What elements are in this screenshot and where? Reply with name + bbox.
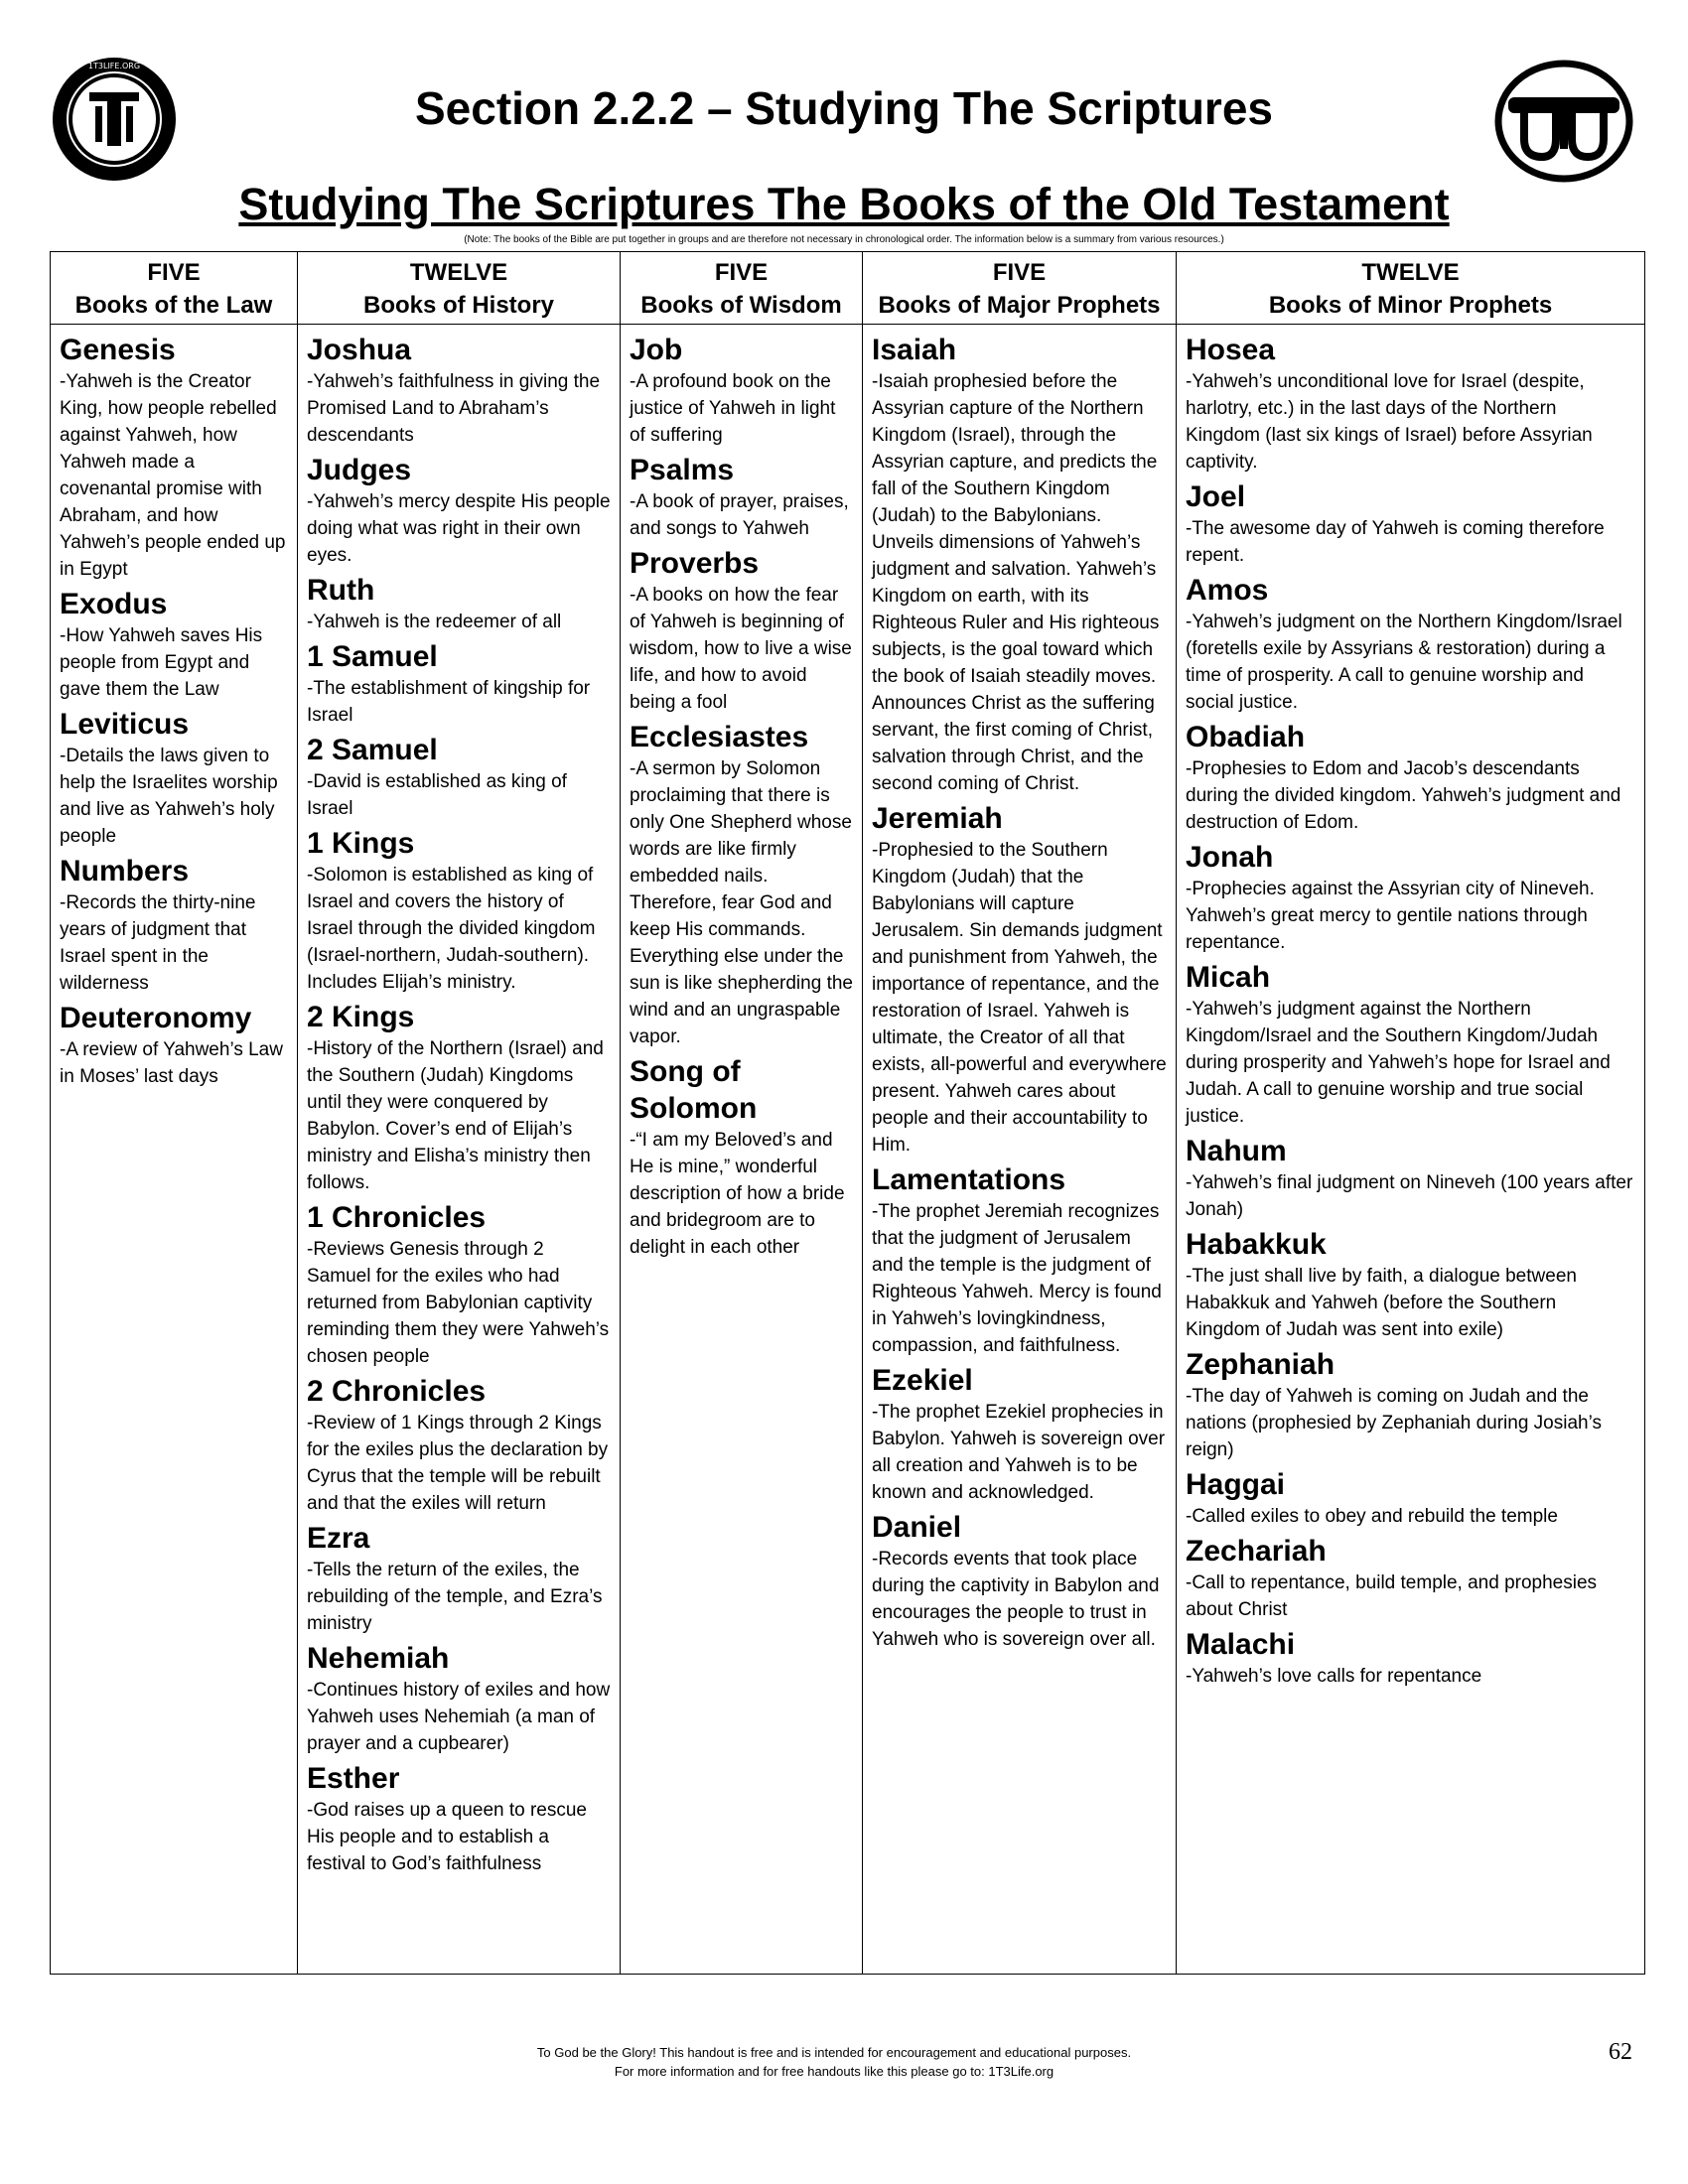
book-description: -Prophecies against the Assyrian city of Nineveh. Yahweh’s great mercy to gentile nations through repentance.	[1186, 879, 1595, 953]
book-name: Zephaniah	[1186, 1348, 1336, 1381]
book-description: -A profound book on the justice of Yahweh in light of suffering	[630, 371, 836, 446]
book-description: -“I am my Beloved’s and He is mine,” wonderful description of how a bride and bridegroom are to delight in each other	[630, 1130, 845, 1258]
book-name: 2 Kings	[307, 1001, 415, 1033]
book-description: -Yahweh’s unconditional love for Israel (despite, harlotry, etc.) in the last days of the Northern Kingdom (last six kings of Israel) before Assyrian captivity.	[1186, 371, 1593, 473]
book-description: -Yahweh’s final judgment on Nineveh (100 years after Jonah)	[1186, 1172, 1633, 1220]
book-description: -Solomon is established as king of Israel and covers the history of Israel through the divided kingdom (Israel-northern, Judah-southern). Includes Elijah’s ministry.	[307, 865, 596, 993]
column-label: Books of the Law	[74, 292, 273, 319]
book-description: -History of the Northern (Israel) and the Southern (Judah) Kingdoms until they were conquered by Babylon. Cover’s end of Elijah’s ministry and Elisha’s ministry then follows.	[307, 1038, 604, 1193]
book-column	[863, 325, 1177, 1975]
column-header	[1177, 252, 1645, 325]
book-description: -Tells the return of the exiles, the rebuilding of the temple, and Ezra’s ministry	[307, 1560, 603, 1634]
book-description: -The day of Yahweh is coming on Judah and the nations (prophesied by Zephaniah during Josiah’s reign)	[1186, 1386, 1602, 1460]
book-description: -Yahweh’s faithfulness in giving the Promised Land to Abraham’s descendants	[307, 371, 601, 446]
column-label: Books of History	[362, 292, 555, 319]
note-text: (Note: The books of the Bible are put together in groups and are therefore not necessary in chronological order. The information below is a summary from various resources.)	[464, 234, 1224, 245]
book-name: Song of Solomon	[630, 1055, 758, 1125]
book-name: Ezra	[307, 1522, 370, 1555]
book-column	[51, 325, 298, 1975]
column-count: TWELVE	[409, 259, 508, 286]
book-description: -Review of 1 Kings through 2 Kings for the exiles plus the declaration by Cyrus that the temple will be rebuilt and that the exiles will return	[307, 1413, 609, 1514]
book-name: Ezekiel	[872, 1364, 973, 1397]
book-name: Psalms	[630, 454, 735, 486]
book-name: Nehemiah	[307, 1642, 450, 1675]
book-name: Lamentations	[872, 1163, 1066, 1196]
section-title: Section 2.2.2 – Studying The Scriptures	[414, 82, 1273, 134]
book-description: -God raises up a queen to rescue His people and to establish a festival to God’s faithfulness	[307, 1800, 588, 1874]
book-description: -Call to repentance, build temple, and prophesies about Christ	[1186, 1572, 1598, 1620]
book-description: -The prophet Jeremiah recognizes that the judgment of Jerusalem and the temple is the judgment of Righteous Yahweh. Mercy is found in Yahweh’s lovingkindness, compassion, and faithfulness.	[872, 1201, 1162, 1356]
book-name: Numbers	[60, 855, 190, 887]
column-label: Books of Wisdom	[640, 292, 842, 319]
book-name: Leviticus	[60, 708, 190, 741]
book-description: -Prophesied to the Southern Kingdom (Judah) that the Babylonians will capture Jerusalem. Sin demands judgment and punishment from Yahweh, the importance of repentance, and the restoration of Israel. Yahweh is ultimate, the Creator of all that exists, all-powerful and everywhere present. Yahweh cares about people and their accountability to Him.	[872, 840, 1167, 1156]
book-description: -The awesome day of Yahweh is coming therefore repent.	[1186, 518, 1605, 566]
book-name: Deuteronomy	[60, 1002, 252, 1034]
table-body-row	[51, 325, 1645, 1975]
book-name: Exodus	[60, 588, 168, 620]
book-description: -Yahweh is the Creator King, how people rebelled against Yahweh, how Yahweh made a covenantal promise with Abraham, and how Yahweh’s people ended up in Egypt	[60, 371, 286, 580]
book-description: -A books on how the fear of Yahweh is beginning of wisdom, how to live a wise life, and how to avoid being a fool	[630, 585, 852, 713]
column-count: FIVE	[147, 259, 201, 286]
book-description: -Records the thirty-nine years of judgment that Israel spent in the wilderness	[60, 892, 256, 994]
book-description: -The prophet Ezekiel prophecies in Babylon. Yahweh is sovereign over all creation and Yahweh is to be known and acknowledged.	[872, 1402, 1166, 1503]
book-description: -Isaiah prophesied before the Assyrian capture of the Northern Kingdom (Israel), through the Assyrian capture, and predicts the fall of the Southern Kingdom (Judah) to the Babylonians. Unveils dimensions of Yahweh’s judgment and salvation. Yahweh’s Kingdom on earth, with its Righteous Ruler and His righteous subjects, is the goal toward which the book of Isaiah steadily moves. Announces Christ as the suffering servant, the first coming of Christ, salvation through Christ, and the second coming of Christ.	[872, 371, 1160, 794]
book-name: Nahum	[1186, 1135, 1287, 1167]
book-name: Judges	[307, 454, 412, 486]
column-header	[298, 252, 621, 325]
column-header	[51, 252, 298, 325]
book-name: Job	[630, 334, 683, 366]
book-description: -The just shall live by faith, a dialogue between Habakkuk and Yahweh (before the Southern Kingdom of Judah was sent into exile)	[1186, 1266, 1577, 1340]
book-description: -Yahweh’s love calls for repentance	[1186, 1666, 1482, 1687]
column-label: Books of Minor Prophets	[1268, 292, 1553, 319]
page-number: 62	[1609, 2039, 1632, 2065]
book-name: 1 Kings	[307, 827, 415, 860]
book-name: Malachi	[1186, 1628, 1296, 1661]
book-name: Genesis	[60, 334, 176, 366]
book-name: Habakkuk	[1186, 1228, 1327, 1261]
book-name: Hosea	[1186, 334, 1276, 366]
book-name: Ecclesiastes	[630, 721, 809, 753]
book-name: Esther	[307, 1762, 400, 1795]
footer-line-1: To God be the Glory! This handout is free and is intended for encouragement and educational purposes.	[536, 2045, 1132, 2060]
book-description: -Prophesies to Edom and Jacob’s descendants during the divided kingdom. Yahweh’s judgment and destruction of Edom.	[1186, 758, 1621, 833]
books-table	[50, 251, 1645, 1975]
book-name: 1 Chronicles	[307, 1201, 487, 1234]
page-title: Studying The Scriptures The Books of the Old Testament	[238, 179, 1450, 229]
book-name: Haggai	[1186, 1468, 1286, 1501]
book-description: -Continues history of exiles and how Yahweh uses Nehemiah (a man of prayer and a cupbearer)	[307, 1680, 611, 1754]
book-name: Daniel	[872, 1511, 962, 1544]
book-name: Joshua	[307, 334, 412, 366]
column-count: FIVE	[714, 259, 769, 286]
book-description: -A review of Yahweh’s Law in Moses’ last days	[60, 1039, 283, 1087]
book-column	[621, 325, 863, 1975]
book-description: -Yahweh’s mercy despite His people doing what was right in their own eyes.	[307, 491, 611, 566]
book-name: Amos	[1186, 574, 1269, 607]
book-description: -Details the laws given to help the Israelites worship and live as Yahweh’s holy people	[60, 746, 278, 847]
footer-line-2: For more information and for free handouts like this please go to: 1T3Life.org	[614, 2064, 1055, 2079]
book-description: -The establishment of kingship for Israel	[307, 678, 591, 726]
book-name: Ruth	[307, 574, 375, 607]
book-description: -A book of prayer, praises, and songs to Yahweh	[630, 491, 849, 539]
table-header-row	[51, 252, 1645, 325]
column-count: FIVE	[992, 259, 1047, 286]
book-name: Joel	[1186, 480, 1246, 513]
book-name: 2 Chronicles	[307, 1375, 487, 1408]
book-description: -Called exiles to obey and rebuild the temple	[1186, 1506, 1558, 1527]
book-description: -David is established as king of Israel	[307, 771, 567, 819]
book-column	[298, 325, 621, 1975]
book-description: -Reviews Genesis through 2 Samuel for the exiles who had returned from Babylonian captivity reminding them they were Yahweh’s chosen people	[307, 1239, 610, 1367]
book-name: 1 Samuel	[307, 640, 438, 673]
logo-ring-text: 1T3LIFE.ORG	[87, 62, 141, 70]
book-name: Zechariah	[1186, 1535, 1327, 1568]
book-name: Jeremiah	[872, 802, 1003, 835]
column-count: TWELVE	[1361, 259, 1460, 286]
column-header	[863, 252, 1177, 325]
book-description: -Yahweh’s judgment against the Northern Kingdom/Israel and the Southern Kingdom/Judah during prosperity and Yahweh’s hope for Israel and Judah. A call to genuine worship and true social justice.	[1186, 999, 1611, 1127]
column-header	[621, 252, 863, 325]
book-description: -Yahweh is the redeemer of all	[307, 612, 562, 632]
book-name: Jonah	[1186, 841, 1274, 874]
book-description: -Records events that took place during the captivity in Babylon and encourages the people to trust in Yahweh who is sovereign over all.	[872, 1549, 1160, 1650]
book-name: Proverbs	[630, 547, 760, 580]
footer	[328, 2043, 1340, 2081]
book-name: Isaiah	[872, 334, 957, 366]
book-name: 2 Samuel	[307, 734, 438, 766]
book-description: -How Yahweh saves His people from Egypt and gave them the Law	[60, 625, 263, 700]
book-description: -A sermon by Solomon proclaiming that there is only One Shepherd whose words are like firmly embedded nails. Therefore, fear God and keep His commands. Everything else under the sun is like shepherding the wind and an ungraspable vapor.	[630, 758, 853, 1047]
book-name: Obadiah	[1186, 721, 1306, 753]
book-description: -Yahweh’s judgment on the Northern Kingdom/Israel (foretells exile by Assyrians & restoration) during a time of prosperity. A call to genuine worship and social justice.	[1186, 612, 1622, 713]
book-column	[1177, 325, 1645, 1975]
book-name: Micah	[1186, 961, 1271, 994]
column-label: Books of Major Prophets	[878, 292, 1161, 319]
